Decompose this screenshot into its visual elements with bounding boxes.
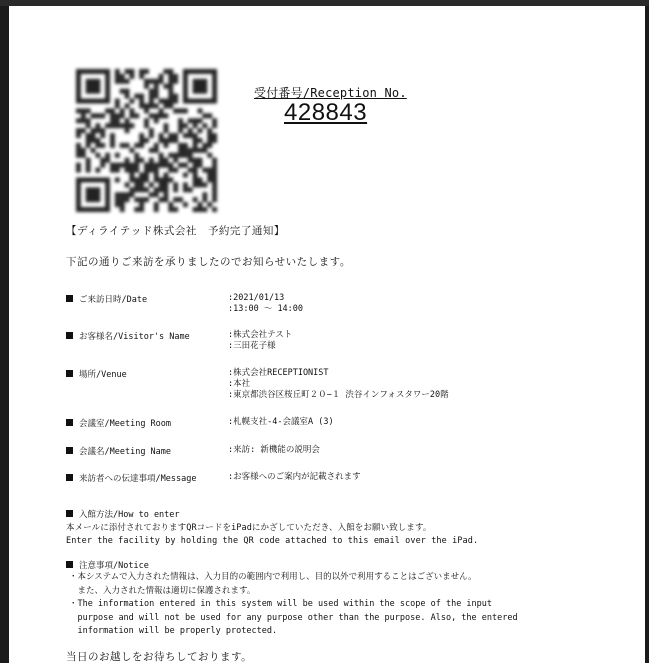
- bullet-square-icon: [66, 510, 73, 517]
- bullet-square-icon: [66, 332, 73, 339]
- bullet-square-icon: [66, 447, 73, 454]
- bullet-square-icon: [66, 474, 73, 481]
- bullet-square-icon: [66, 561, 73, 568]
- bullet-square-icon: [66, 295, 73, 302]
- field-value-meeting-name: :来訪: 新機能の説明会: [228, 445, 320, 455]
- field-value-meeting-room: :札幌支社-4-会議室A (3): [228, 417, 334, 427]
- field-value-message: :お客様へのご案内が記載されます: [228, 472, 361, 482]
- intro-text: 下記の通りご来訪を承りましたのでお知らせいたします。: [66, 256, 351, 268]
- closing-text: 当日のお越しをお待ちしております。: [66, 651, 253, 663]
- field-value-date: :2021/01/13 :13:00 〜 14:00: [228, 293, 304, 314]
- reception-number: 428843: [284, 99, 368, 126]
- notice-title: 注意事項/Notice: [66, 559, 149, 571]
- field-label-date: ご来訪日時/Date: [66, 293, 147, 305]
- reception-number-label: 受付番号/Reception No.: [254, 86, 407, 100]
- notice-lines: ・本システムで入力された情報は、入力目的の範囲内で利用し、目的以外で利用することはございません。 また、入力された情報は適切に保護されます。 ・The information entered in this system will be used within the scope of the input purpose and will not be used for any purpose other than the purpose. Also, the entered information will be properly protected.: [69, 572, 518, 636]
- how-to-enter-ja: 本メールに添付されておりますQRコードをiPadにかざしていただき、入館をお願い致します。: [66, 523, 432, 533]
- field-label-meeting-name: 会議名/Meeting Name: [66, 445, 171, 457]
- qr-code-image: [76, 69, 217, 212]
- qr-code-graphic: [76, 69, 217, 212]
- bullet-square-icon: [66, 419, 73, 426]
- field-value-visitor-name: :株式会社テスト :三田花子様: [228, 330, 293, 351]
- field-label-meeting-room: 会議室/Meeting Room: [66, 417, 171, 429]
- field-label-visitor-name: お客様名/Visitor's Name: [66, 330, 190, 342]
- field-label-venue: 場所/Venue: [66, 368, 127, 380]
- email-document: [9, 6, 645, 663]
- how-to-enter-title: 入館方法/How to enter: [66, 508, 180, 520]
- notice-heading: 【ディライテッド株式会社 予約完了通知】: [66, 225, 285, 237]
- bullet-square-icon: [66, 370, 73, 377]
- field-label-message: 来訪者への伝達事項/Message: [66, 472, 196, 484]
- field-value-venue: :株式会社RECEPTIONIST :本社 :東京都渋谷区桜丘町２０−１ 渋谷インフォスタワー20階: [228, 368, 449, 400]
- how-to-enter-en: Enter the facility by holding the QR code attached to this email over the iPad.: [66, 536, 479, 546]
